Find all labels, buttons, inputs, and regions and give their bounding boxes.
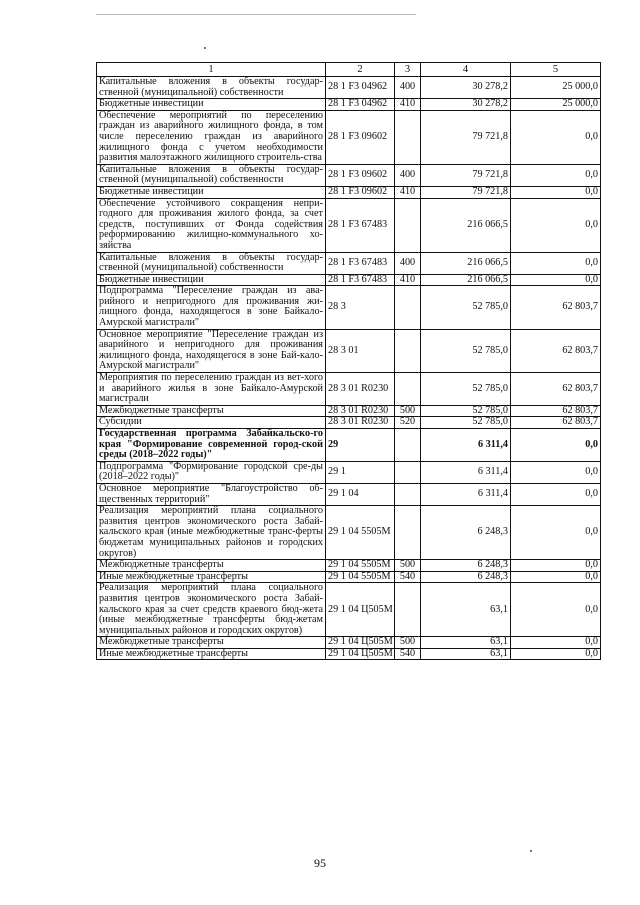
row-amount-year1-cell: 6 311,4 [421, 429, 511, 462]
row-amount-year1-cell: 6 311,4 [421, 483, 511, 505]
row-amount-year2-cell: 0,0 [511, 648, 601, 660]
table-row [97, 329, 601, 372]
page-number: 95 [314, 856, 326, 870]
row-expense-type-cell [395, 429, 421, 462]
row-name-cell: Межбюджетные трансферты [97, 637, 326, 649]
table-row [97, 186, 601, 198]
row-amount-year1-cell: 30 278,2 [421, 99, 511, 111]
row-code-cell: 28 1 F3 67483 [326, 274, 395, 286]
row-expense-type-cell [395, 461, 421, 483]
row-amount-year2-cell: 62 803,7 [511, 286, 601, 329]
row-code-cell: 29 1 04 5505М [326, 560, 395, 572]
row-amount-year1-cell: 216 066,5 [421, 252, 511, 274]
table-row [97, 373, 601, 406]
row-amount-year1-cell: 216 066,5 [421, 274, 511, 286]
table-row [97, 648, 601, 660]
row-expense-type-cell: 500 [395, 637, 421, 649]
row-amount-year2-cell: 25 000,0 [511, 99, 601, 111]
row-expense-type-cell: 520 [395, 417, 421, 429]
row-expense-type-cell [395, 506, 421, 560]
row-name-cell: Бюджетные инвестиции [97, 186, 326, 198]
row-amount-year1-cell: 52 785,0 [421, 286, 511, 329]
row-code-cell: 28 3 01 R0230 [326, 417, 395, 429]
row-amount-year1-cell: 6 311,4 [421, 461, 511, 483]
row-amount-year1-cell: 216 066,5 [421, 198, 511, 252]
row-code-cell: 29 1 04 5505М [326, 506, 395, 560]
row-code-cell: 29 1 04 Ц505М [326, 648, 395, 660]
row-amount-year2-cell: 62 803,7 [511, 373, 601, 406]
row-name-cell: Реализация мероприятий плана социального развития центров экономического роста Забай-кальского края (иные межбюджетные транс-ферты бюджетам муниципальных районов и городских округов) [97, 506, 326, 560]
table-body [97, 77, 601, 660]
row-amount-year1-cell: 6 248,3 [421, 506, 511, 560]
column-header: 3 [395, 63, 421, 77]
row-code-cell: 29 1 04 [326, 483, 395, 505]
row-amount-year1-cell: 63,1 [421, 583, 511, 637]
row-name-cell: Капитальные вложения в объекты государ-ственной (муниципальной) собственности [97, 252, 326, 274]
row-amount-year2-cell: 0,0 [511, 110, 601, 164]
row-expense-type-cell [395, 329, 421, 372]
row-amount-year2-cell: 0,0 [511, 571, 601, 583]
row-amount-year2-cell: 0,0 [511, 506, 601, 560]
row-code-cell: 28 3 01 R0230 [326, 405, 395, 417]
row-code-cell: 28 1 F3 09602 [326, 164, 395, 186]
row-code-cell: 29 1 [326, 461, 395, 483]
table-row [97, 637, 601, 649]
row-amount-year1-cell: 52 785,0 [421, 373, 511, 406]
row-code-cell: 28 1 F3 09602 [326, 110, 395, 164]
table-row [97, 110, 601, 164]
table-row [97, 429, 601, 462]
row-amount-year1-cell: 79 721,8 [421, 110, 511, 164]
table-row [97, 571, 601, 583]
row-amount-year1-cell: 30 278,2 [421, 77, 511, 99]
row-code-cell: 28 1 F3 67483 [326, 198, 395, 252]
row-name-cell: Межбюджетные трансферты [97, 560, 326, 572]
row-amount-year2-cell: 0,0 [511, 483, 601, 505]
table-row [97, 252, 601, 274]
row-code-cell: 29 [326, 429, 395, 462]
row-amount-year2-cell: 0,0 [511, 252, 601, 274]
row-name-cell: Мероприятия по переселению граждан из вет-хого и аварийного жилья в зоне Байкало-Амурской магистрали [97, 373, 326, 406]
row-amount-year2-cell: 0,0 [511, 164, 601, 186]
row-name-cell: Обеспечение мероприятий по переселению граждан из аварийного жилищного фонда, в том числе переселению граждан из аварийного жилищного фонда с учетом необходимости развития малоэтажного жилищного строитель-ства [97, 110, 326, 164]
row-expense-type-cell: 400 [395, 164, 421, 186]
row-code-cell: 29 1 04 5505М [326, 571, 395, 583]
table-row [97, 198, 601, 252]
scan-artifact-dot [204, 47, 206, 49]
row-code-cell: 29 1 04 Ц505М [326, 583, 395, 637]
row-amount-year2-cell: 0,0 [511, 186, 601, 198]
row-expense-type-cell: 540 [395, 648, 421, 660]
row-code-cell: 28 1 F3 04962 [326, 77, 395, 99]
row-amount-year2-cell: 0,0 [511, 461, 601, 483]
table-row [97, 560, 601, 572]
row-amount-year2-cell: 62 803,7 [511, 417, 601, 429]
table-header-row [97, 63, 601, 77]
row-expense-type-cell [395, 286, 421, 329]
row-expense-type-cell [395, 110, 421, 164]
table-row [97, 461, 601, 483]
row-expense-type-cell: 410 [395, 99, 421, 111]
row-amount-year1-cell: 63,1 [421, 637, 511, 649]
table-row [97, 583, 601, 637]
row-name-cell: Иные межбюджетные трансферты [97, 648, 326, 660]
row-amount-year1-cell: 79 721,8 [421, 186, 511, 198]
table-row [97, 274, 601, 286]
row-name-cell: Основное мероприятие "Благоустройство об-щественных территорий" [97, 483, 326, 505]
row-name-cell: Основное мероприятие "Переселение граждан из аварийного и непригодного для проживания жилищного фонда, находящегося в зоне Бай-кало-Амурской магистрали" [97, 329, 326, 372]
row-name-cell: Подпрограмма "Переселение граждан из ава-рийного и непригодного для проживания жи-лищного фонда, находящегося в зоне Байкало-Амурской магистрали" [97, 286, 326, 329]
row-name-cell: Межбюджетные трансферты [97, 405, 326, 417]
row-expense-type-cell [395, 373, 421, 406]
scan-artifact-dot [530, 850, 532, 852]
row-expense-type-cell: 540 [395, 571, 421, 583]
row-amount-year1-cell: 6 248,3 [421, 571, 511, 583]
row-amount-year1-cell: 52 785,0 [421, 329, 511, 372]
budget-table [96, 62, 601, 660]
column-header: 1 [97, 63, 326, 77]
row-name-cell: Бюджетные инвестиции [97, 99, 326, 111]
row-name-cell: Реализация мероприятий плана социального развития центров экономического роста Забай-кальского края за счет средств краевого бюд-жета (иные межбюджетные трансферты бюд-жетам муниципальных районов и городских округов) [97, 583, 326, 637]
row-amount-year1-cell: 6 248,3 [421, 560, 511, 572]
row-amount-year2-cell: 0,0 [511, 198, 601, 252]
row-code-cell: 28 1 F3 67483 [326, 252, 395, 274]
row-amount-year2-cell: 62 803,7 [511, 329, 601, 372]
table-row [97, 405, 601, 417]
row-name-cell: Иные межбюджетные трансферты [97, 571, 326, 583]
row-code-cell: 28 1 F3 04962 [326, 99, 395, 111]
column-header: 5 [511, 63, 601, 77]
row-expense-type-cell [395, 483, 421, 505]
row-code-cell: 28 3 01 [326, 329, 395, 372]
row-name-cell: Обеспечение устойчивого сокращения непри-годного для проживания жилого фонда, за счет средств, поступивших от Фонда содействия реформированию жилищно-коммунального хо-зяйства [97, 198, 326, 252]
row-expense-type-cell: 400 [395, 77, 421, 99]
row-expense-type-cell: 410 [395, 186, 421, 198]
row-name-cell: Бюджетные инвестиции [97, 274, 326, 286]
row-expense-type-cell: 410 [395, 274, 421, 286]
row-amount-year2-cell: 0,0 [511, 429, 601, 462]
row-amount-year1-cell: 52 785,0 [421, 405, 511, 417]
row-name-cell: Субсидии [97, 417, 326, 429]
table-row [97, 506, 601, 560]
row-expense-type-cell: 500 [395, 405, 421, 417]
table-row [97, 417, 601, 429]
row-name-cell: Государственная программа Забайкальско-го края "Формирование современной город-ской среды (2018–2022 годы)" [97, 429, 326, 462]
row-code-cell: 28 3 [326, 286, 395, 329]
row-code-cell: 28 3 01 R0230 [326, 373, 395, 406]
row-expense-type-cell: 400 [395, 252, 421, 274]
row-amount-year1-cell: 52 785,0 [421, 417, 511, 429]
row-code-cell: 29 1 04 Ц505М [326, 637, 395, 649]
row-expense-type-cell: 500 [395, 560, 421, 572]
row-amount-year2-cell: 0,0 [511, 274, 601, 286]
table-row [97, 77, 601, 99]
column-header: 4 [421, 63, 511, 77]
row-amount-year2-cell: 62 803,7 [511, 405, 601, 417]
row-amount-year2-cell: 0,0 [511, 560, 601, 572]
row-amount-year2-cell: 25 000,0 [511, 77, 601, 99]
row-expense-type-cell [395, 198, 421, 252]
scan-artifact-line [96, 14, 416, 15]
row-amount-year1-cell: 79 721,8 [421, 164, 511, 186]
row-expense-type-cell [395, 583, 421, 637]
table-row [97, 286, 601, 329]
row-name-cell: Капитальные вложения в объекты государ-ственной (муниципальной) собственности [97, 77, 326, 99]
table-row [97, 483, 601, 505]
row-amount-year1-cell: 63,1 [421, 648, 511, 660]
row-name-cell: Подпрограмма "Формирование городской сре-ды (2018–2022 годы)" [97, 461, 326, 483]
table-row [97, 99, 601, 111]
row-amount-year2-cell: 0,0 [511, 583, 601, 637]
row-amount-year2-cell: 0,0 [511, 637, 601, 649]
column-header: 2 [326, 63, 395, 77]
table-row [97, 164, 601, 186]
row-code-cell: 28 1 F3 09602 [326, 186, 395, 198]
row-name-cell: Капитальные вложения в объекты государ-ственной (муниципальной) собственности [97, 164, 326, 186]
